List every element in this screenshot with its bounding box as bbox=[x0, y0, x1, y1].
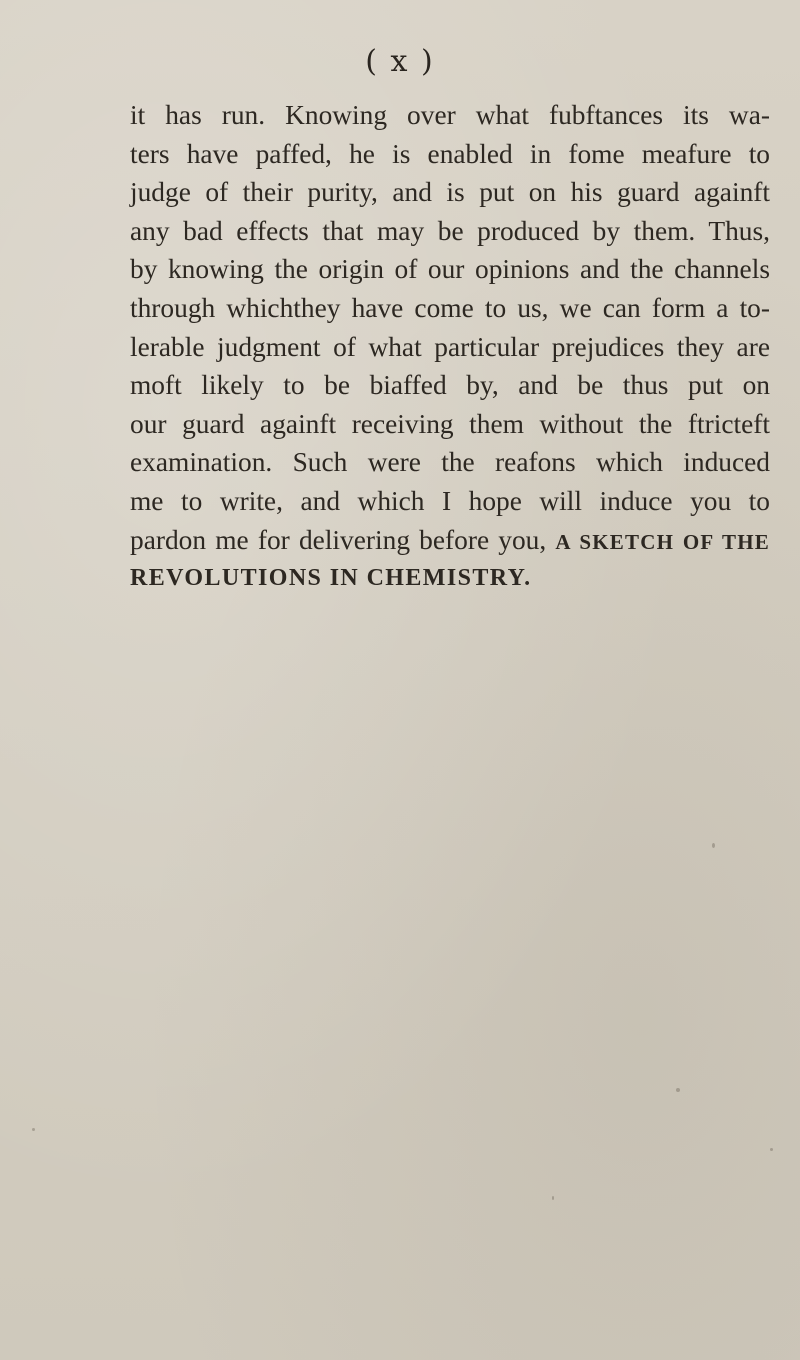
title-line: REVOLUTIONS IN CHEMISTRY. bbox=[130, 565, 532, 592]
body-text bbox=[130, 96, 770, 598]
text-line-11: me to write, and which I hope will induce you to bbox=[130, 485, 770, 516]
text-line-3: judge of their purity, and is put on his guard againft bbox=[130, 177, 770, 208]
text-line-1: it has run. Knowing over what fubftances its wa- bbox=[130, 100, 770, 130]
text-line-9: our guard againft receiving them without the ftricteft bbox=[130, 408, 770, 439]
paper-speck bbox=[552, 1196, 554, 1200]
text-line-12 bbox=[130, 521, 770, 560]
paper-speck bbox=[770, 1148, 773, 1151]
text-line-4: any bad effects that may be produced by them. Thus, bbox=[130, 215, 770, 246]
text-line-5: by knowing the origin of our opinions and the channels bbox=[130, 254, 770, 285]
paper-speck bbox=[676, 1088, 680, 1092]
text-line-12-caps: A SKETCH OF THE bbox=[555, 529, 771, 554]
text-line-12-main: pardon me for delivering before you, bbox=[130, 524, 556, 555]
paper-speck bbox=[712, 843, 715, 848]
text-line-10: examination. Such were the reafons which induced bbox=[130, 447, 770, 478]
text-line-8: moft likely to be biaffed by, and be thus put on bbox=[130, 370, 770, 401]
text-line-6: through whichthey have come to us, we can form a to- bbox=[130, 292, 770, 323]
paper-speck bbox=[32, 1128, 35, 1131]
text-line-2: ters have paffed, he is enabled in fome meafure to bbox=[130, 138, 770, 169]
page-number: ( x ) bbox=[365, 44, 435, 79]
text-line-7: lerable judgment of what particular prejudices they are bbox=[130, 331, 770, 362]
